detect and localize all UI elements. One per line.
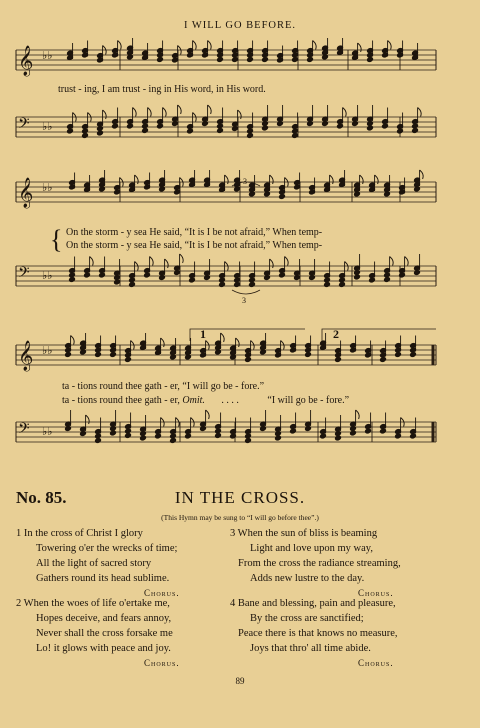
key-signature: ♭♭ — [42, 49, 53, 62]
verse-2 — [16, 596, 180, 671]
bass-clef-glyph: 𝄢 — [18, 420, 30, 441]
system2-lyrics-line1: On the storm - y sea He said, “It is I be not afraid,” When temp- — [66, 227, 323, 238]
verse-line: Lo! it glows with peace and joy. — [36, 643, 171, 654]
hymn-number: No. 85. — [16, 488, 67, 507]
system3-lyrics-line2-start: ta - tions round thee gath - er, — [62, 395, 180, 406]
omit-dots: . . . . — [221, 395, 239, 406]
triplet-mark-top: 3 — [243, 177, 247, 186]
verse-line: Peace there is that knows no measure, — [238, 628, 398, 639]
verse-1 — [16, 526, 180, 601]
verse-line: By the cross are sanctified; — [250, 613, 364, 624]
key-signature: ♭♭ — [42, 344, 53, 357]
verse-line: Towering o'er the wrecks of time; — [36, 543, 178, 554]
system3-lyrics-line2 — [62, 395, 349, 406]
verse-line: All the light of sacred story — [36, 558, 152, 569]
key-signature: ♭♭ — [42, 120, 53, 133]
hymn-tune-note: (This Hymn may be sung to “I will go before thee”.) — [161, 513, 319, 522]
hymn-title: IN THE CROSS. — [174, 488, 306, 507]
chorus-label: Chorus. — [144, 658, 180, 668]
bass-clef-glyph: 𝄢 — [18, 115, 30, 136]
verse-line: Joys that thro' all time abide. — [250, 643, 371, 654]
system1-lyrics: trust - ing, I am trust - ing in His word, in His word. — [58, 84, 266, 95]
system3-lyrics-line1: ta - tions round thee gath - er, “I will go be - fore.” — [62, 381, 265, 392]
bass-clef-glyph: 𝄢 — [18, 264, 30, 285]
treble-clef-glyph: 𝄞 — [18, 341, 34, 371]
verse-line: Hopes deceive, and fears annoy, — [36, 613, 172, 624]
verse-line: From the cross the radiance streaming, — [238, 558, 401, 569]
key-signature: ♭♭ — [42, 181, 53, 194]
verse-line: Never shall the cross forsake me — [36, 628, 173, 639]
verse-line: Light and love upon my way, — [250, 543, 373, 554]
verse-line: 3 When the sun of bliss is beaming — [230, 528, 378, 539]
key-signature: ♭♭ — [42, 269, 53, 282]
verse-3 — [230, 526, 401, 601]
verse-line: 4 Bane and blessing, pain and pleasure, — [230, 598, 396, 609]
first-ending-label: 1 — [200, 327, 206, 341]
triplet-mark-bottom: 3 — [242, 296, 246, 305]
running-head: I WILL GO BEFORE. — [183, 20, 297, 31]
page-number: 89 — [235, 676, 245, 686]
second-ending-label: 2 — [333, 327, 339, 341]
chorus-label: Chorus. — [358, 588, 394, 598]
verse-line: Adds new lustre to the day. — [250, 573, 365, 584]
treble-clef-glyph: 𝄞 — [18, 46, 34, 76]
system2-lyrics-line2: On the storm - y sea He said, “It is I be not afraid,” When temp- — [66, 240, 323, 251]
verse-line: 1 In the cross of Christ I glory — [16, 528, 143, 539]
omit-marking: Omit. — [182, 395, 205, 406]
treble-clef-glyph: 𝄞 — [18, 178, 34, 208]
system3-lyrics-line2-end: “I will go be - fore.” — [267, 395, 350, 406]
chorus-label: Chorus. — [144, 588, 180, 598]
verse-4 — [230, 596, 398, 671]
verse-line: Gathers round its head sublime. — [36, 573, 170, 584]
key-signature: ♭♭ — [42, 425, 53, 438]
verse-brace: { — [50, 225, 63, 254]
verse-line: 2 When the woes of life o'ertake me, — [16, 598, 170, 609]
chorus-label: Chorus. — [358, 658, 394, 668]
